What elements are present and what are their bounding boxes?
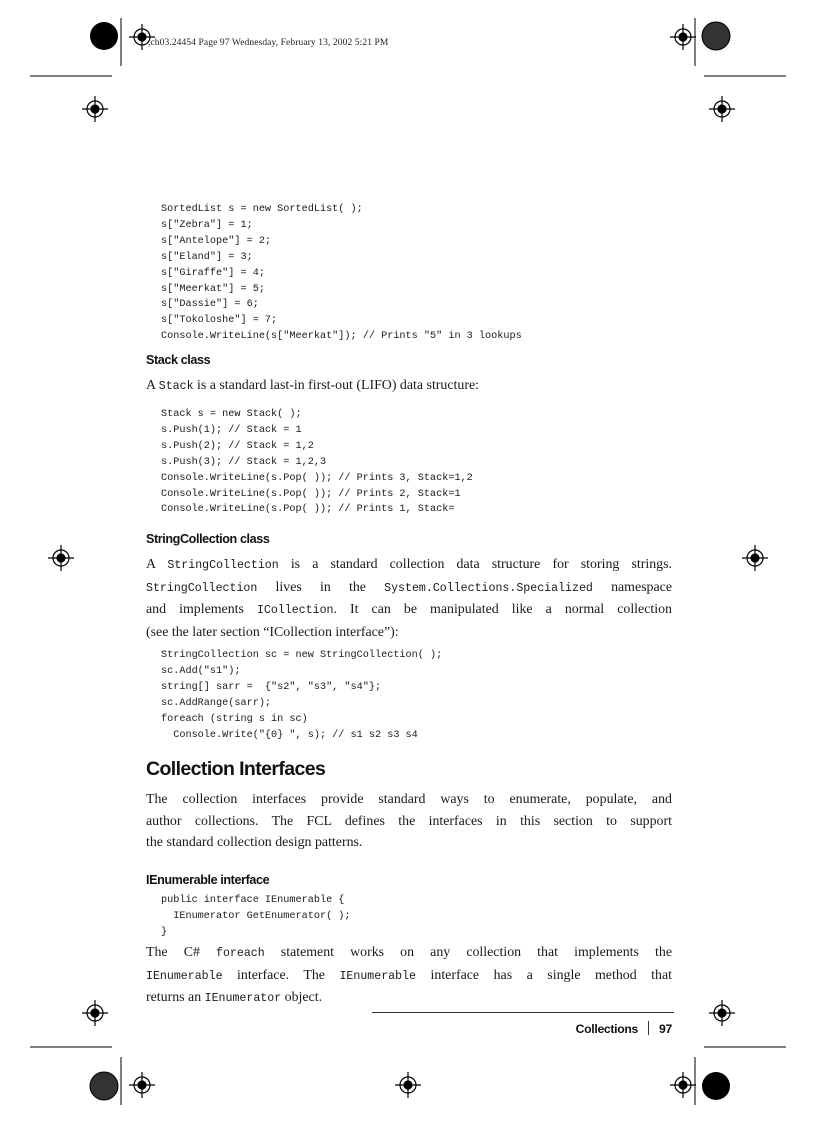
registration-target-icon	[393, 1070, 423, 1100]
section-heading-stringcollection: StringCollection class	[146, 532, 270, 546]
text: is a standard collection data structure for storing strings.	[278, 557, 672, 572]
text: the standard collection design patterns.	[146, 835, 363, 850]
code-line: Console.WriteLine(s.Pop( )); // Prints 2, Stack=1	[161, 488, 461, 500]
code-line: s.Push(1); // Stack = 1	[161, 424, 302, 436]
inline-code: foreach	[216, 947, 265, 960]
inline-code: StringCollection	[167, 559, 279, 572]
code-line: Console.Write("{0} ", s); // s1 s2 s3 s4	[161, 729, 418, 741]
registration-target-icon	[668, 22, 698, 52]
text: The collection interfaces provide standard ways to enumerate, populate, and	[146, 792, 672, 807]
text: interface has a single method that	[416, 967, 672, 983]
footer-section-title: Collections	[575, 1022, 639, 1036]
paragraph-ienumerable	[146, 942, 672, 1010]
inline-code: IEnumerable	[339, 969, 416, 983]
inline-code: ICollection	[256, 604, 334, 617]
code-line: }	[161, 926, 168, 938]
section-heading-ienumerable: IEnumerable interface	[146, 873, 270, 887]
page-footer	[480, 1021, 672, 1036]
text: lives in the	[257, 579, 385, 595]
text: interface. The	[222, 967, 340, 983]
corner-disc-icon	[701, 21, 731, 51]
footer-rule	[372, 1012, 674, 1013]
corner-disc-icon	[89, 21, 119, 51]
registration-target-icon	[46, 543, 76, 573]
code-line: s["Tokoloshe"] = 7;	[161, 315, 278, 327]
code-line: Console.WriteLine(s.Pop( )); // Prints 1, Stack=	[161, 504, 455, 516]
code-line: Console.WriteLine(s.Pop( )); // Prints 3, Stack=1,2	[161, 472, 473, 484]
code-line: s["Zebra"] = 1;	[161, 219, 253, 231]
code-block-stringcollection	[161, 648, 442, 743]
code-line: Stack s = new Stack( );	[161, 409, 302, 420]
code-line: StringCollection sc = new StringCollection( );	[161, 650, 443, 661]
text: A	[146, 378, 159, 393]
code-line: s["Antelope"] = 2;	[161, 235, 272, 247]
code-line: string[] sarr = {"s2", "s3", "s4"};	[161, 681, 382, 693]
text: returns an	[146, 990, 205, 1005]
inline-code: StringCollection	[146, 581, 258, 595]
code-line: s.Push(2); // Stack = 1,2	[161, 440, 314, 452]
paragraph-collection-interfaces	[146, 789, 672, 854]
text: (see the later section “ICollection interface”):	[146, 624, 399, 640]
text: The C#	[146, 945, 216, 960]
text: statement works on any collection that implements the	[264, 945, 672, 960]
inline-code: System.Collections.Specialized	[384, 581, 593, 595]
inline-code: Stack	[158, 380, 194, 393]
code-block-ienumerable	[161, 893, 351, 941]
registration-target-icon	[707, 998, 737, 1028]
corner-disc-icon	[89, 1071, 119, 1101]
code-line: public interface IEnumerable {	[161, 895, 345, 906]
section-heading-stack: Stack class	[146, 353, 211, 367]
text: object.	[281, 990, 323, 1005]
footer-separator	[648, 1021, 649, 1035]
registration-target-icon	[740, 543, 770, 573]
code-line: s["Meerkat"] = 5;	[161, 283, 265, 295]
inline-code: IEnumerator	[204, 992, 282, 1005]
code-block-stack	[161, 407, 473, 518]
code-line: s["Eland"] = 3;	[161, 251, 253, 263]
page-number: 97	[659, 1022, 672, 1036]
code-line: foreach (string s in sc)	[161, 713, 308, 725]
registration-target-icon	[668, 1070, 698, 1100]
code-line: Console.WriteLine(s["Meerkat"]); // Prints "5" in 3 lookups	[161, 331, 522, 343]
code-line: s["Giraffe"] = 4;	[161, 267, 265, 279]
code-line: sc.AddRange(sarr);	[161, 697, 272, 709]
corner-disc-icon	[701, 1071, 731, 1101]
registration-target-icon	[80, 998, 110, 1028]
code-line: IEnumerator GetEnumerator( );	[161, 910, 351, 922]
code-line: sc.Add("s1");	[161, 665, 241, 677]
code-line: s.Push(3); // Stack = 1,2,3	[161, 456, 327, 468]
code-line: SortedList s = new SortedList( );	[161, 204, 363, 215]
code-line: s["Dassie"] = 6;	[161, 299, 259, 311]
registration-target-icon	[80, 94, 110, 124]
text: A	[146, 557, 168, 572]
registration-target-icon	[127, 1070, 157, 1100]
text: namespace	[592, 579, 673, 595]
inline-code: IEnumerable	[146, 969, 223, 983]
paragraph-stack	[146, 375, 672, 398]
code-block-sortedlist	[161, 202, 522, 345]
registration-target-icon	[707, 94, 737, 124]
section-heading-collection-interfaces: Collection Interfaces	[146, 758, 326, 780]
text: is a standard last-in first-out (LIFO) data structure:	[193, 378, 479, 393]
paragraph-stringcollection	[146, 554, 672, 643]
text: . It can be manipulated like a normal collection	[333, 602, 672, 617]
text: author collections. The FCL defines the interfaces in this section to support	[146, 813, 672, 829]
text: and implements	[146, 602, 257, 617]
page-slug: ,ch03.24454 Page 97 Wednesday, February 13, 2002 5:21 PM	[148, 38, 389, 48]
